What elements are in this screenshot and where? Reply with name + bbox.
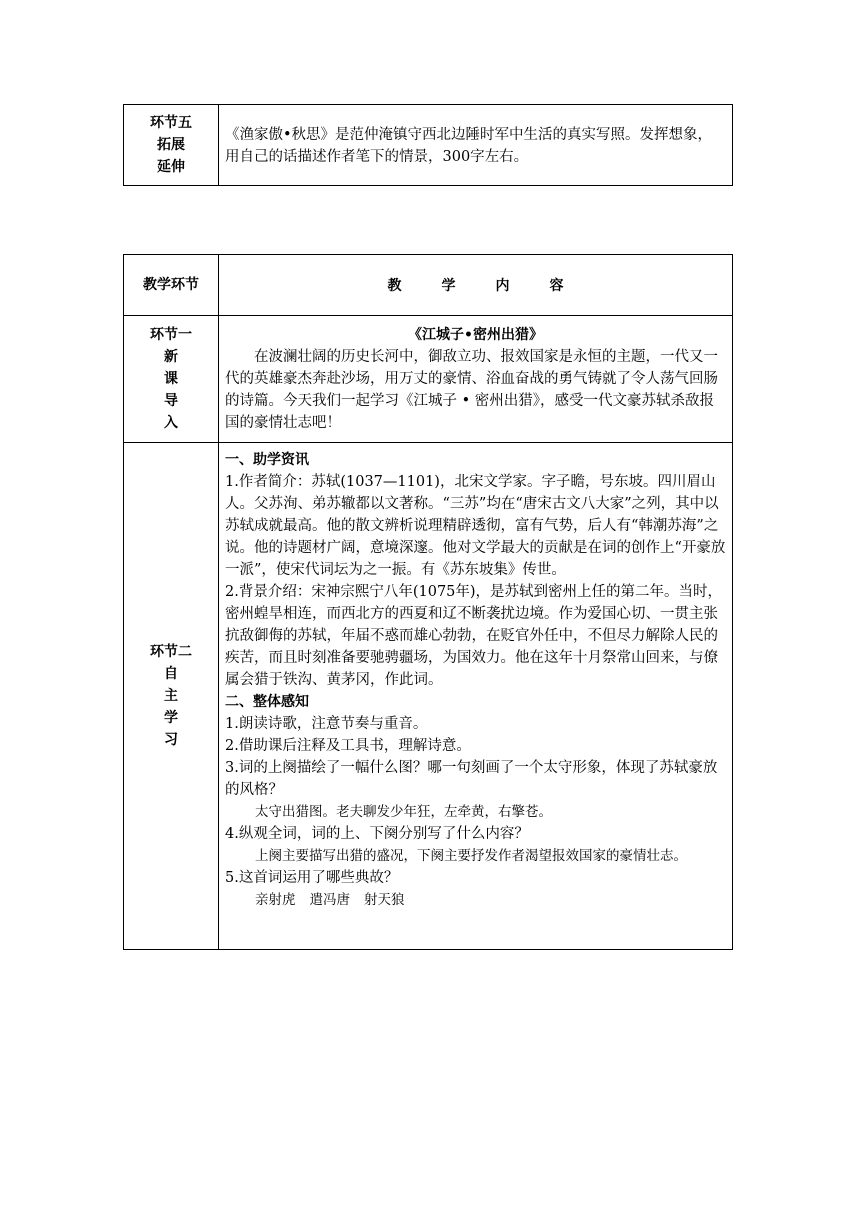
label-line: 习	[164, 732, 178, 748]
label-line: 环节一	[150, 327, 192, 343]
label-line: 环节五	[150, 115, 192, 131]
allusion-list	[225, 889, 726, 911]
question: 3.词的上阕描绘了一幅什么图？哪一句刻画了一个太守形象，体现了苏轼豪放的风格？	[225, 760, 718, 798]
intro-content	[219, 316, 733, 443]
label-line: 环节二	[150, 644, 192, 660]
study-content	[219, 443, 733, 950]
header-label: 教学环节	[124, 255, 219, 316]
header-char: 学	[441, 278, 456, 294]
extension-content	[219, 105, 733, 186]
lesson-table	[123, 254, 733, 950]
extension-table	[123, 104, 733, 186]
header-content	[219, 255, 733, 316]
allusion-item: 亲射虎	[255, 892, 296, 908]
question: 4.纵观全词，词的上、下阕分别写了什么内容？	[225, 826, 529, 842]
allusion-item: 遣冯唐	[309, 892, 350, 908]
author-intro: 1.作者简介：苏轼(1037—1101)，北宋文学家。字子瞻，号东坡。四川眉山人。父苏洵、弟苏辙都以文著称。“三苏”均在“唐宋古文八大家”之列，其中以苏轼成就最高。他的散文辨析说理精辟透彻，富有气势，后人有“韩潮苏海”之说。他的诗题材广阔，意境深邃。他对文学最大的贡献是在词的创作上“开豪放一派”，使宋代词坛为之一振。有《苏东坡集》传世。	[225, 474, 726, 578]
section-title: 一、助学资讯	[225, 452, 309, 468]
answer: 上阕主要描写出猎的盛况，下阕主要抒发作者渴望报效国家的豪情壮志。	[255, 848, 687, 864]
label-line: 导	[164, 393, 178, 409]
poem-title: 《江城子•密州出猎》	[408, 327, 543, 343]
header-row	[124, 255, 733, 316]
stage-one-label	[124, 316, 219, 443]
question: 2.借助课后注释及工具书，理解诗意。	[225, 738, 471, 754]
label-line: 拓展	[157, 137, 185, 153]
stage-two-label	[124, 443, 219, 950]
intro-row	[124, 316, 733, 443]
background-intro: 2.背景介绍：宋神宗熙宁八年(1075年)，是苏轼到密州上任的第二年。当时，密州蝗旱相连，而西北方的西夏和辽不断袭扰边境。作为爱国心切、一贯主张抗敌御侮的苏轼，年届不惑而雄心勃勃，在贬官外任中，不但尽力解除人民的疾苦，而且时刻准备要驰骋疆场，为国效力。他在这年十月祭常山回来，与僚属会猎于铁沟、黄茅冈，作此词。	[225, 584, 723, 688]
question: 1.朗读诗歌，注意节奏与重音。	[225, 716, 428, 732]
extension-row	[124, 105, 733, 186]
header-char: 教	[387, 278, 402, 294]
header-char: 容	[549, 278, 564, 294]
label-line: 延伸	[157, 159, 185, 175]
allusion-item: 射天狼	[364, 892, 405, 908]
intro-text: 在波澜壮阔的历史长河中，御敌立功、报效国家是永恒的主题，一代又一代的英雄豪杰奔赴沙场，用万丈的豪情、浴血奋战的勇气铸就了令人荡气回肠的诗篇。今天我们一起学习《江城子 • 密州出猎》，感受一代文豪苏轼杀敌报国的豪情壮志吧！	[225, 349, 718, 431]
label-line: 主	[164, 688, 178, 704]
stage-five-label	[124, 105, 219, 186]
label-line: 学	[164, 710, 178, 726]
question: 5.这首词运用了哪些典故？	[225, 870, 399, 886]
label-line: 课	[164, 371, 178, 387]
extension-text: 《渔家傲•秋思》是范仲淹镇守西北边陲时军中生活的真实写照。发挥想象，用自己的话描述作者笔下的情景，300字左右。	[225, 127, 713, 165]
label-line: 自	[164, 666, 178, 682]
section-title: 二、整体感知	[225, 694, 309, 710]
answer: 太守出猎图。老夫聊发少年狂，左牵黄，右擎苍。	[255, 804, 552, 820]
label-line: 新	[164, 349, 178, 365]
label-line: 入	[164, 415, 178, 431]
study-row	[124, 443, 733, 950]
header-char: 内	[495, 278, 510, 294]
